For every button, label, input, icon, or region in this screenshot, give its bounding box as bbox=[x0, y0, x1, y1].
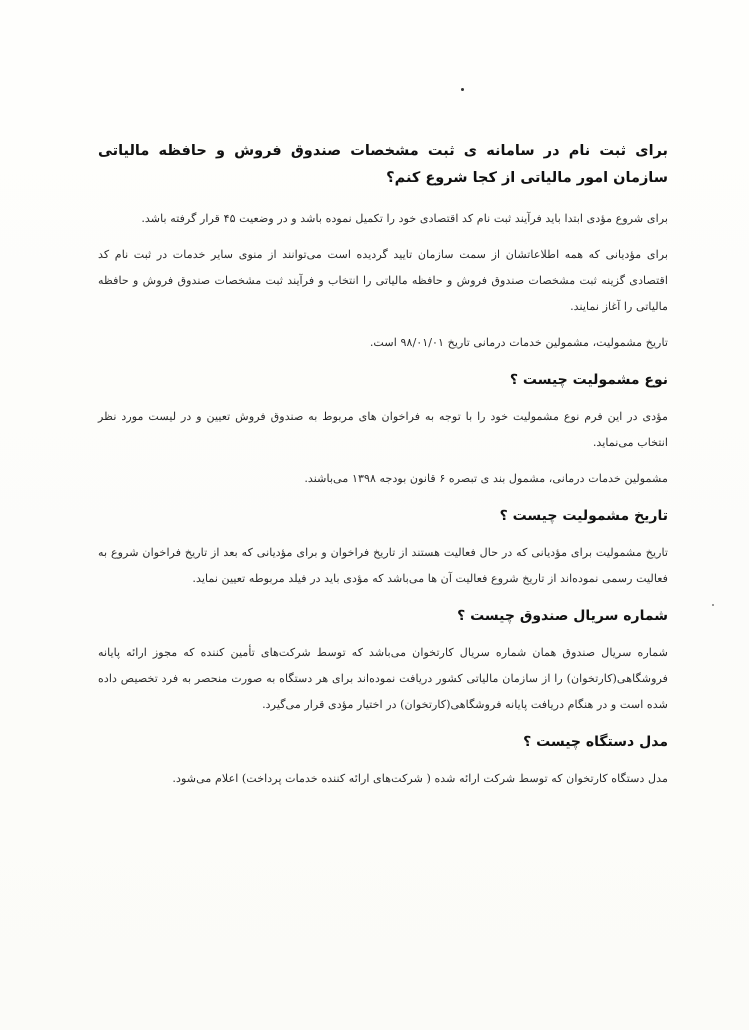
intro-paragraph: تاریخ مشمولیت، مشمولین خدمات درمانی تاریخ ۹۸/۰۱/۰۱ است. bbox=[369, 336, 668, 349]
section-heading-eligibility-type: نوع مشمولیت چیست ؟ bbox=[509, 372, 668, 388]
scan-speck bbox=[712, 604, 714, 606]
section-paragraph: مدل دستگاه کارتخوان که توسط شرکت ارائه شده ( شرکت‌های ارائه کننده خدمات پرداخت) اعلام می‌شود. bbox=[172, 772, 668, 785]
section-heading-serial-number: شماره سریال صندوق چیست ؟ bbox=[457, 608, 668, 624]
section-paragraph: شماره سریال صندوق همان شماره سریال کارتخوان می‌باشد که توسط شرکت‌های تأمین کننده که مجوز ارائه پایانه فروشگاهی(کارتخوان) را از سازمان مالیاتی کشور دریافت نموده‌اند برای هر دستگاه به صورت منحصر به فرد تخصیص داده شده است و در هنگام دریافت پایانه فروشگاهی(کارتخوان) در اختیار مؤدی قرار می‌گیرد. bbox=[98, 646, 668, 711]
scan-speck bbox=[461, 88, 464, 91]
main-title: برای ثبت نام در سامانه ی ثبت مشخصات صندوق فروش و حافظه مالیاتی سازمان امور مالیاتی از کجا شروع کنم؟ bbox=[98, 143, 668, 186]
section-paragraph: تاریخ مشمولیت برای مؤدیانی که در حال فعالیت هستند از تاریخ فراخوان و برای مؤدیانی که بعد از تاریخ فراخوان شروع به فعالیت رسمی نموده‌اند از تاریخ شروع فعالیت آن ها می‌باشد که مؤدی باید در فیلد مربوطه تعیین نماید. bbox=[98, 546, 668, 585]
section-paragraph: مؤدی در این فرم نوع مشمولیت خود را با توجه به فراخوان های مربوط به صندوق فروش تعیین و در لیست مورد نظر انتخاب می‌نماید. bbox=[98, 410, 668, 449]
document-body bbox=[98, 130, 668, 802]
intro-paragraph: برای مؤدیانی که همه اطلاعاتشان از سمت سازمان تایید گردیده است می‌توانند از منوی سایر خدمات در ثبت نام کد اقتصادی گزینه ثبت مشخصات صندوق فروش و حافظه مالیاتی را انتخاب و فرآیند ثبت مشخصات صندوق فروش و حافظه مالیاتی را آغاز نمایند. bbox=[98, 248, 668, 313]
section-heading-device-model: مدل دستگاه چیست ؟ bbox=[523, 734, 668, 750]
section-heading-eligibility-date: تاریخ مشمولیت چیست ؟ bbox=[499, 508, 668, 524]
section-paragraph: مشمولین خدمات درمانی، مشمول بند ی تبصره ۶ قانون بودجه ۱۳۹۸ می‌باشند. bbox=[304, 472, 668, 485]
intro-paragraph: برای شروع مؤدی ابتدا باید فرآیند ثبت نام کد اقتصادی خود را تکمیل نموده باشد و در وضعیت ۴۵ قرار گرفته باشد. bbox=[141, 212, 668, 225]
